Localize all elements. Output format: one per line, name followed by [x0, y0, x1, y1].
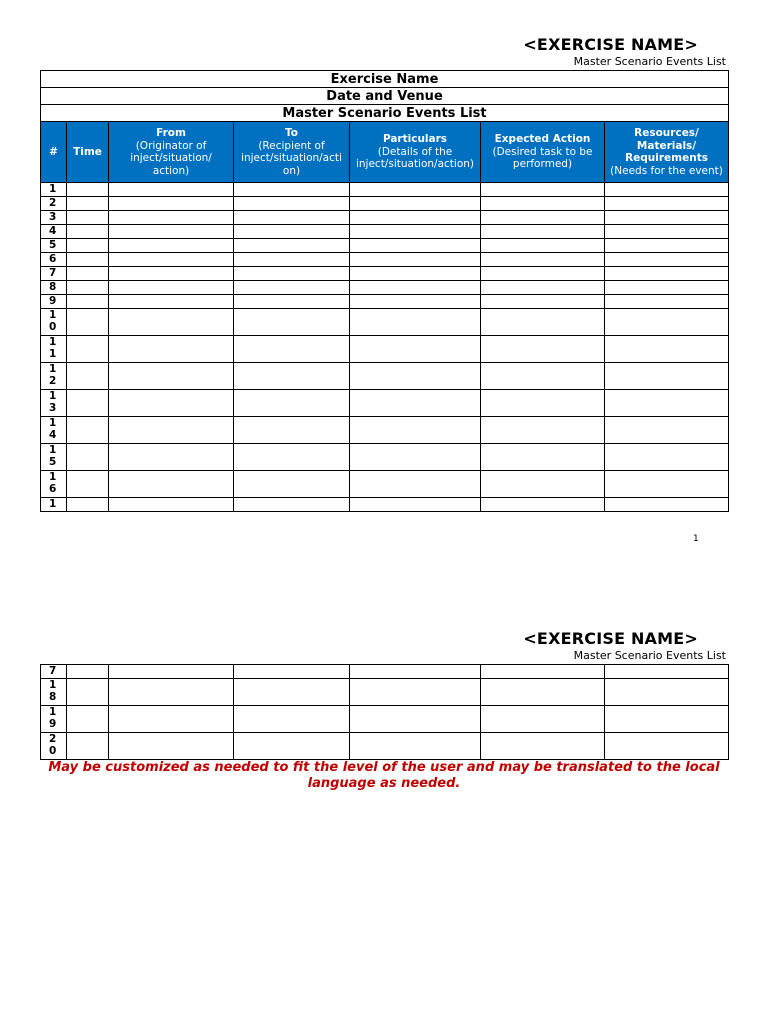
particulars-cell[interactable] — [350, 309, 481, 336]
row-number-cell: 15 — [41, 444, 67, 471]
to-cell[interactable] — [234, 390, 350, 417]
particulars-cell[interactable] — [350, 444, 481, 471]
row-number-cell: 16 — [41, 471, 67, 498]
particulars-cell[interactable] — [350, 336, 481, 363]
resources-cell[interactable] — [605, 239, 729, 253]
resources-cell[interactable] — [605, 417, 729, 444]
time-cell[interactable] — [67, 183, 109, 197]
table-row — [41, 267, 729, 281]
table-row — [41, 363, 729, 390]
table-row — [41, 295, 729, 309]
resources-cell[interactable] — [605, 665, 729, 679]
col-resources-header: Resources/ Materials/ Requirements (Needs for the event) — [605, 122, 729, 183]
time-cell[interactable] — [67, 679, 109, 706]
msel-table-page1 — [40, 70, 729, 512]
row-number-cell: 20 — [41, 733, 67, 760]
row-number-cell: 18 — [41, 679, 67, 706]
resources-cell[interactable] — [605, 225, 729, 239]
expected-action-cell[interactable] — [481, 183, 605, 197]
table-row — [41, 281, 729, 295]
expected-action-cell[interactable] — [481, 281, 605, 295]
particulars-cell[interactable] — [350, 239, 481, 253]
from-cell[interactable] — [109, 309, 234, 336]
col-particulars-header: Particulars (Details of the inject/situation/action) — [350, 122, 481, 183]
particulars-cell[interactable] — [350, 225, 481, 239]
time-cell[interactable] — [67, 225, 109, 239]
to-cell[interactable] — [234, 281, 350, 295]
time-cell[interactable] — [67, 281, 109, 295]
table-row — [41, 706, 729, 733]
row-number-cell: 4 — [41, 225, 67, 239]
from-cell[interactable] — [109, 363, 234, 390]
exercise-name-heading: <EXERCISE NAME> — [523, 35, 698, 54]
particulars-cell[interactable] — [350, 211, 481, 225]
expected-action-cell[interactable] — [481, 679, 605, 706]
msel-title-row: Master Scenario Events List — [41, 105, 729, 122]
table-row — [41, 211, 729, 225]
particulars-cell[interactable] — [350, 281, 481, 295]
expected-action-cell[interactable] — [481, 498, 605, 512]
table-row — [41, 183, 729, 197]
to-cell[interactable] — [234, 733, 350, 760]
time-cell[interactable] — [67, 706, 109, 733]
col-time-header: Time — [67, 122, 109, 183]
from-cell[interactable] — [109, 471, 234, 498]
col-from-header: From (Originator of inject/situation/ action) — [109, 122, 234, 183]
resources-cell[interactable] — [605, 281, 729, 295]
expected-action-cell[interactable] — [481, 363, 605, 390]
to-cell[interactable] — [234, 444, 350, 471]
from-cell[interactable] — [109, 197, 234, 211]
col-number-header: # — [41, 122, 67, 183]
row-number-cell: 11 — [41, 336, 67, 363]
table-row — [41, 239, 729, 253]
from-cell[interactable] — [109, 267, 234, 281]
resources-cell[interactable] — [605, 471, 729, 498]
row-number-cell: 7 — [41, 665, 67, 679]
page-number: 1 — [693, 534, 699, 544]
from-cell[interactable] — [109, 295, 234, 309]
table-row — [41, 309, 729, 336]
expected-action-cell[interactable] — [481, 267, 605, 281]
row-number-cell: 8 — [41, 281, 67, 295]
table-body-page2 — [41, 665, 729, 760]
from-cell[interactable] — [109, 679, 234, 706]
to-cell[interactable] — [234, 417, 350, 444]
resources-cell[interactable] — [605, 197, 729, 211]
row-number-cell: 19 — [41, 706, 67, 733]
time-cell[interactable] — [67, 295, 109, 309]
particulars-cell[interactable] — [350, 197, 481, 211]
time-cell[interactable] — [67, 253, 109, 267]
from-cell[interactable] — [109, 706, 234, 733]
particulars-cell[interactable] — [350, 363, 481, 390]
table-row — [41, 225, 729, 239]
resources-cell[interactable] — [605, 183, 729, 197]
table-row — [41, 733, 729, 760]
particulars-cell[interactable] — [350, 417, 481, 444]
expected-action-cell[interactable] — [481, 253, 605, 267]
time-cell[interactable] — [67, 390, 109, 417]
to-cell[interactable] — [234, 679, 350, 706]
time-cell[interactable] — [67, 498, 109, 512]
expected-action-cell[interactable] — [481, 665, 605, 679]
expected-action-cell[interactable] — [481, 417, 605, 444]
row-number-cell: 9 — [41, 295, 67, 309]
from-cell[interactable] — [109, 498, 234, 512]
expected-action-cell[interactable] — [481, 733, 605, 760]
row-number-cell: 3 — [41, 211, 67, 225]
to-cell[interactable] — [234, 295, 350, 309]
time-cell[interactable] — [67, 444, 109, 471]
resources-cell[interactable] — [605, 498, 729, 512]
row-number-cell: 12 — [41, 363, 67, 390]
table-row — [41, 417, 729, 444]
resources-cell[interactable] — [605, 363, 729, 390]
from-cell[interactable] — [109, 211, 234, 225]
row-number-cell: 13 — [41, 390, 67, 417]
time-cell[interactable] — [67, 267, 109, 281]
table-row — [41, 197, 729, 211]
time-cell[interactable] — [67, 363, 109, 390]
from-cell[interactable] — [109, 183, 234, 197]
time-cell[interactable] — [67, 309, 109, 336]
table-row — [41, 253, 729, 267]
to-cell[interactable] — [234, 471, 350, 498]
table-row — [41, 390, 729, 417]
row-number-cell: 5 — [41, 239, 67, 253]
table-row — [41, 444, 729, 471]
row-number-cell: 1 — [41, 498, 67, 512]
to-cell[interactable] — [234, 706, 350, 733]
to-cell[interactable] — [234, 309, 350, 336]
customization-note: May be customized as needed to fit the level of the user and may be translated to the local language as needed. — [48, 760, 720, 791]
to-cell[interactable] — [234, 253, 350, 267]
particulars-cell[interactable] — [350, 295, 481, 309]
time-cell[interactable] — [67, 471, 109, 498]
table-row — [41, 679, 729, 706]
row-number-cell: 14 — [41, 417, 67, 444]
date-venue-row: Date and Venue — [41, 88, 729, 105]
to-cell[interactable] — [234, 665, 350, 679]
table-row — [41, 336, 729, 363]
resources-cell[interactable] — [605, 733, 729, 760]
from-cell[interactable] — [109, 390, 234, 417]
from-cell[interactable] — [109, 444, 234, 471]
expected-action-cell[interactable] — [481, 390, 605, 417]
time-cell[interactable] — [67, 336, 109, 363]
table-body-page1 — [41, 183, 729, 512]
time-cell[interactable] — [67, 197, 109, 211]
expected-action-cell[interactable] — [481, 336, 605, 363]
particulars-cell[interactable] — [350, 267, 481, 281]
resources-cell[interactable] — [605, 706, 729, 733]
resources-cell[interactable] — [605, 390, 729, 417]
msel-subtitle: Master Scenario Events List — [573, 55, 726, 68]
particulars-cell[interactable] — [350, 665, 481, 679]
from-cell[interactable] — [109, 281, 234, 295]
to-cell[interactable] — [234, 225, 350, 239]
expected-action-cell[interactable] — [481, 295, 605, 309]
table-row — [41, 498, 729, 512]
from-cell[interactable] — [109, 239, 234, 253]
time-cell[interactable] — [67, 239, 109, 253]
to-cell[interactable] — [234, 197, 350, 211]
time-cell[interactable] — [67, 211, 109, 225]
row-number-cell: 7 — [41, 267, 67, 281]
resources-cell[interactable] — [605, 267, 729, 281]
resources-cell[interactable] — [605, 679, 729, 706]
particulars-cell[interactable] — [350, 471, 481, 498]
from-cell[interactable] — [109, 417, 234, 444]
particulars-cell[interactable] — [350, 253, 481, 267]
resources-cell[interactable] — [605, 211, 729, 225]
expected-action-cell[interactable] — [481, 197, 605, 211]
particulars-cell[interactable] — [350, 498, 481, 512]
resources-cell[interactable] — [605, 295, 729, 309]
to-cell[interactable] — [234, 498, 350, 512]
particulars-cell[interactable] — [350, 733, 481, 760]
table-row — [41, 665, 729, 679]
table-row — [41, 471, 729, 498]
to-cell[interactable] — [234, 211, 350, 225]
to-cell[interactable] — [234, 336, 350, 363]
resources-cell[interactable] — [605, 253, 729, 267]
from-cell[interactable] — [109, 253, 234, 267]
expected-action-cell[interactable] — [481, 471, 605, 498]
from-cell[interactable] — [109, 733, 234, 760]
expected-action-cell[interactable] — [481, 239, 605, 253]
column-header-row — [41, 122, 729, 183]
particulars-cell[interactable] — [350, 706, 481, 733]
exercise-name-heading-page2: <EXERCISE NAME> — [523, 629, 698, 648]
exercise-name-row: Exercise Name — [41, 71, 729, 88]
time-cell[interactable] — [67, 665, 109, 679]
particulars-cell[interactable] — [350, 183, 481, 197]
resources-cell[interactable] — [605, 309, 729, 336]
col-expected-action-header: Expected Action (Desired task to be performed) — [481, 122, 605, 183]
resources-cell[interactable] — [605, 444, 729, 471]
to-cell[interactable] — [234, 183, 350, 197]
from-cell[interactable] — [109, 336, 234, 363]
from-cell[interactable] — [109, 225, 234, 239]
time-cell[interactable] — [67, 417, 109, 444]
expected-action-cell[interactable] — [481, 444, 605, 471]
time-cell[interactable] — [67, 733, 109, 760]
to-cell[interactable] — [234, 267, 350, 281]
expected-action-cell[interactable] — [481, 706, 605, 733]
expected-action-cell[interactable] — [481, 211, 605, 225]
from-cell[interactable] — [109, 665, 234, 679]
row-number-cell: 6 — [41, 253, 67, 267]
msel-table-page2 — [40, 664, 729, 760]
row-number-cell: 2 — [41, 197, 67, 211]
particulars-cell[interactable] — [350, 679, 481, 706]
msel-subtitle-page2: Master Scenario Events List — [573, 649, 726, 662]
resources-cell[interactable] — [605, 336, 729, 363]
col-to-header: To (Recipient of inject/situation/acti on) — [234, 122, 350, 183]
to-cell[interactable] — [234, 239, 350, 253]
to-cell[interactable] — [234, 363, 350, 390]
expected-action-cell[interactable] — [481, 309, 605, 336]
expected-action-cell[interactable] — [481, 225, 605, 239]
row-number-cell: 10 — [41, 309, 67, 336]
row-number-cell: 1 — [41, 183, 67, 197]
particulars-cell[interactable] — [350, 390, 481, 417]
